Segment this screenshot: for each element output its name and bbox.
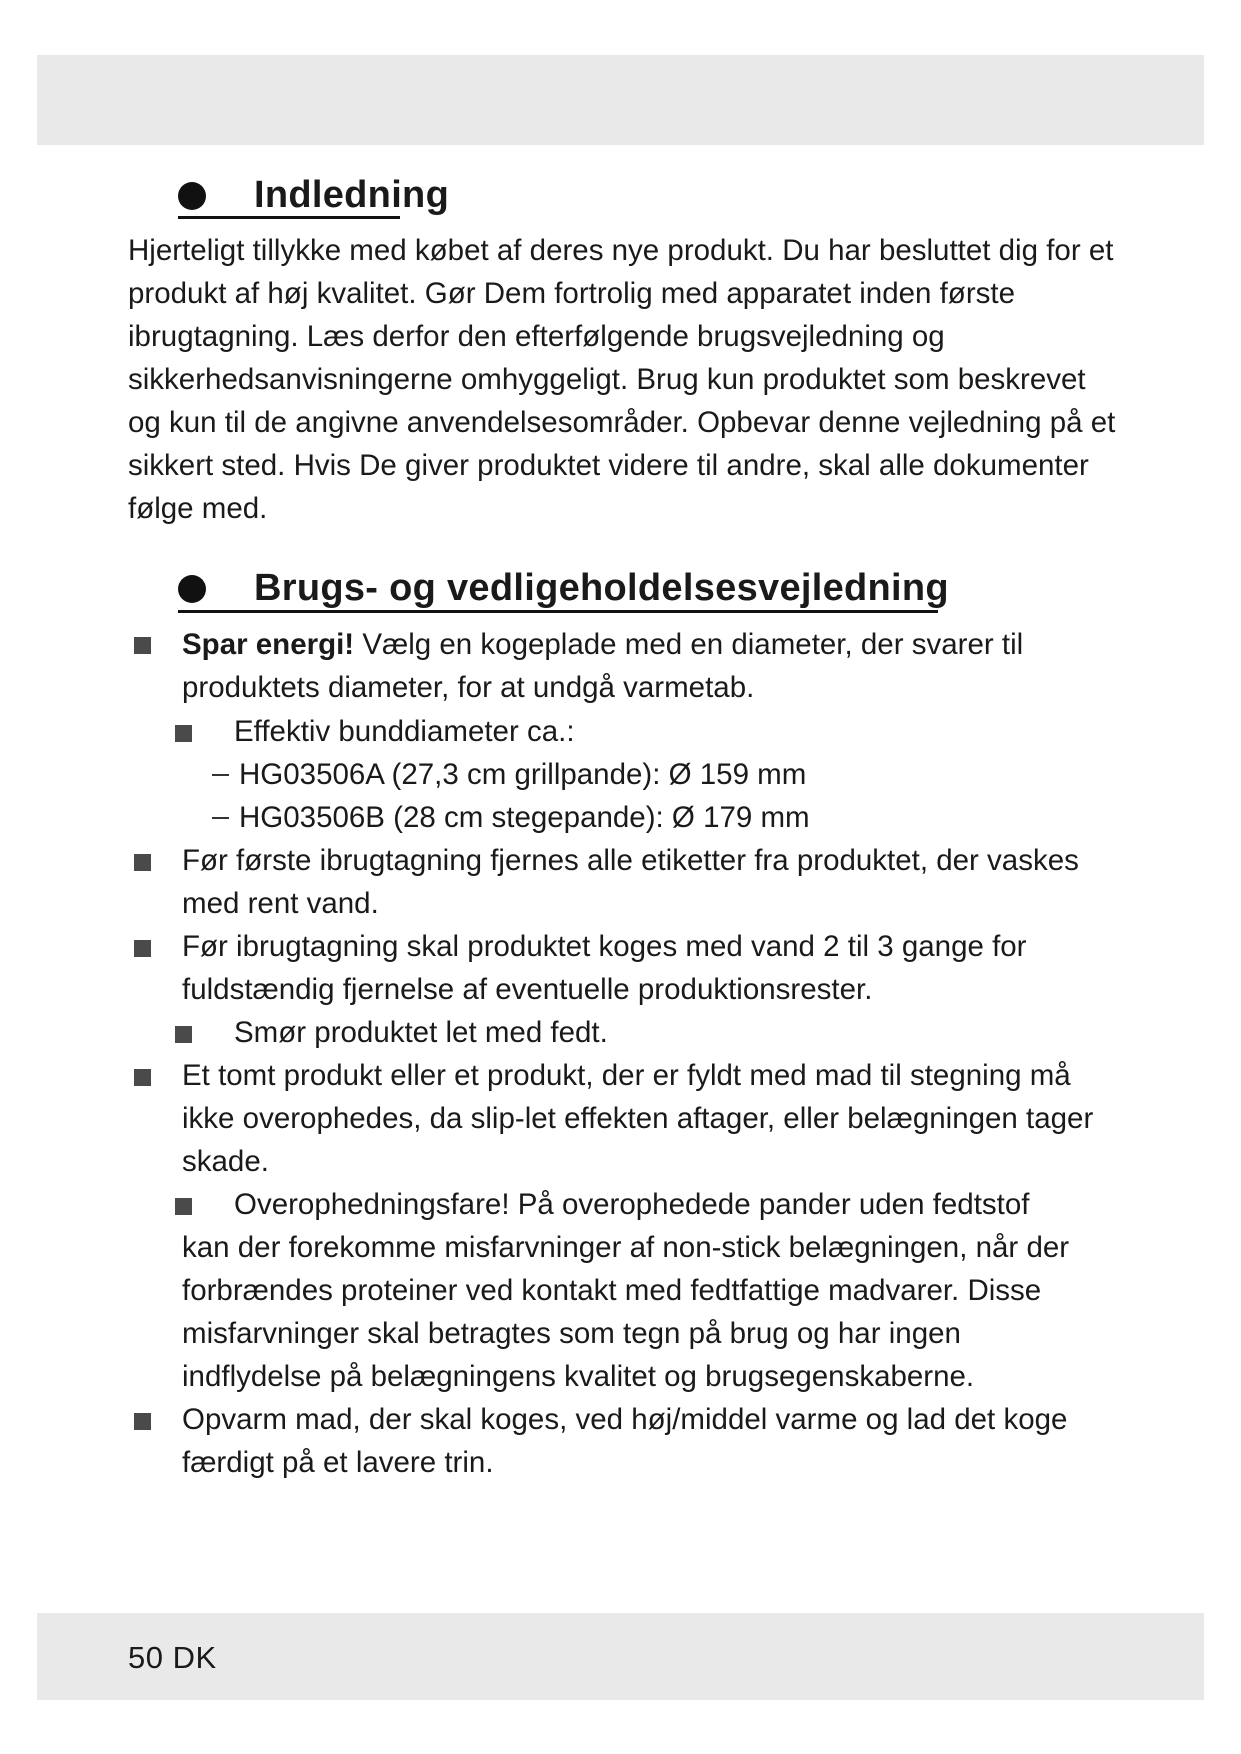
- sub-list-item: Overophedningsfare! På overophedede pander uden fedtstof kan der forekomme misfarvninger af non-stick belægningen, når der forbrændes proteiner ved kontakt med fedtfattige madvarer. Disse misfarvninger skal betragtes som tegn på brug og har ingen indflydelse på belægningens kvalitet og brugsegenskaberne.: [182, 1188, 1070, 1393]
- square-bullet-icon: [134, 637, 151, 654]
- bullet-dot-icon: [178, 575, 206, 603]
- emphasis-text: Spar energi!: [182, 628, 355, 661]
- list-item: Et tomt produkt eller et produkt, der er fyldt med mad til stegning må ikke overophedes, da slip-let effekten aftager, eller belægningen tager skade.: [182, 1059, 1094, 1178]
- header-band: [37, 55, 1204, 145]
- section-heading-intro: [178, 174, 449, 217]
- intro-paragraph: Hjerteligt tillykke med købet af deres nye produkt. Du har besluttet dig for et produkt af høj kvalitet. Gør Dem fortrolig med apparatet inden første ibrugtagning. Læs derfor den efterfølgende brugsvejledning og sikkerhedsanvisningerne omhyggeligt. Brug kun produktet som beskrevet og kun til de angivne anvendelsesområder. Opbevar denne vejledning på et sikkert sted. Hvis De giver produktet videre til andre, skal alle dokumenter følge med.: [128, 234, 1116, 525]
- heading-underline: [178, 610, 938, 613]
- item-text: Vælg en kogeplade med en diameter, der svarer til produktets diameter, for at undgå varmetab.: [182, 628, 1024, 704]
- dash-bullet-icon: [212, 817, 229, 819]
- list-item: Før ibrugtagning skal produktet koges med vand 2 til 3 gange for fuldstændig fjernelse af eventuelle produktionsrester.: [182, 930, 1027, 1006]
- dash-list-item: HG03506B (28 cm stegepande): Ø 179 mm: [239, 801, 810, 834]
- list-item: [182, 623, 1122, 709]
- square-bullet-icon: [175, 725, 192, 742]
- section-title: Brugs- og vedligeholdelsesvejledning: [254, 567, 949, 609]
- list-item: Før første ibrugtagning fjernes alle etiketter fra produktet, der vaskes med rent vand.: [182, 844, 1079, 920]
- square-bullet-icon: [134, 854, 151, 871]
- heading-underline: [178, 216, 400, 219]
- list-item: Opvarm mad, der skal koges, ved høj/middel varme og lad det koge færdigt på et lavere trin.: [182, 1403, 1068, 1479]
- page-number: 50 DK: [128, 1640, 217, 1675]
- sub-list-item: Smør produktet let med fedt.: [234, 1016, 608, 1049]
- square-bullet-icon: [175, 1026, 192, 1043]
- dash-list-item: HG03506A (27,3 cm grillpande): Ø 159 mm: [239, 758, 807, 791]
- dash-bullet-icon: [212, 774, 229, 776]
- bullet-dot-icon: [178, 182, 206, 210]
- square-bullet-icon: [134, 940, 151, 957]
- square-bullet-icon: [134, 1069, 151, 1086]
- sub-list-item: Effektiv bunddiameter ca.:: [234, 715, 575, 748]
- section-heading-usage: [178, 567, 949, 610]
- square-bullet-icon: [134, 1413, 151, 1430]
- section-title: Indledning: [254, 174, 450, 216]
